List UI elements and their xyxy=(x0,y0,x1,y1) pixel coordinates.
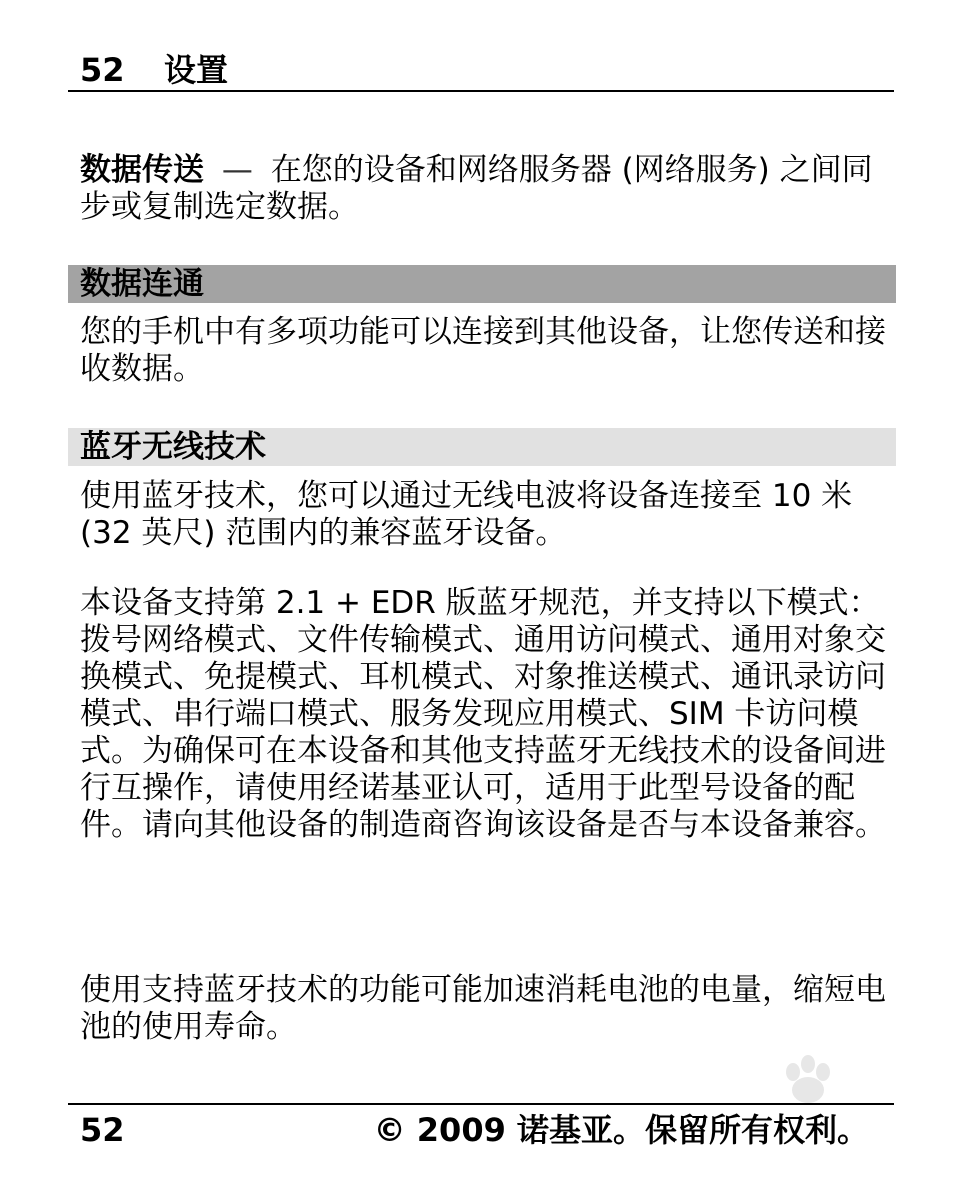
baidu-watermark-icon xyxy=(690,1050,910,1130)
section-heading-bluetooth xyxy=(68,428,896,466)
header-rule xyxy=(68,90,894,92)
bluetooth-paragraph-range: 使用蓝牙技术，您可以通过无线电波将设备连接至 10 米 (32 英尺) 范围内的兼容蓝牙设备。 xyxy=(80,478,853,551)
data-transfer-text: 在您的设备和网络服务器 (网络服务) 之间同步或复制选定数据。 xyxy=(80,152,873,225)
connectivity-paragraph: 您的手机中有多项功能可以连接到其他设备，让您传送和接收数据。 xyxy=(80,314,886,387)
header-page-number: 52 xyxy=(80,51,125,89)
page-header xyxy=(80,50,895,90)
separator-dash: — xyxy=(221,152,253,188)
header-section-title: 设置 xyxy=(164,51,229,89)
bluetooth-heading-text: 蓝牙无线技术 xyxy=(80,429,266,465)
bluetooth-paragraph-profiles: 本设备支持第 2.1 + EDR 版蓝牙规范，并支持以下模式：拨号网络模式、文件传输模式、通用访问模式、通用对象交换模式、免提模式、耳机模式、对象推送模式、通讯录访问模式、串行端口模式、服务发现应用模式、SIM 卡访问模式。为确保可在本设备和其他支持蓝牙无线技术的设备间进行互操作，请使用经诺基亚认可，适用于此型号设备的配件。请向其他设备的制造商咨询该设备是否与本设备兼容。 xyxy=(80,585,886,843)
section-heading-connectivity xyxy=(68,265,896,303)
footer-page-number: 52 xyxy=(80,1111,125,1149)
footer-copyright: © 2009 诺基亚。保留所有权利。 xyxy=(373,1111,869,1149)
data-transfer-paragraph xyxy=(80,152,890,226)
bluetooth-paragraph-battery: 使用支持蓝牙技术的功能可能加速消耗电池的电量，缩短电池的使用寿命。 xyxy=(80,972,886,1045)
connectivity-heading-text: 数据连通 xyxy=(80,266,204,302)
data-transfer-term: 数据传送 xyxy=(80,152,204,188)
